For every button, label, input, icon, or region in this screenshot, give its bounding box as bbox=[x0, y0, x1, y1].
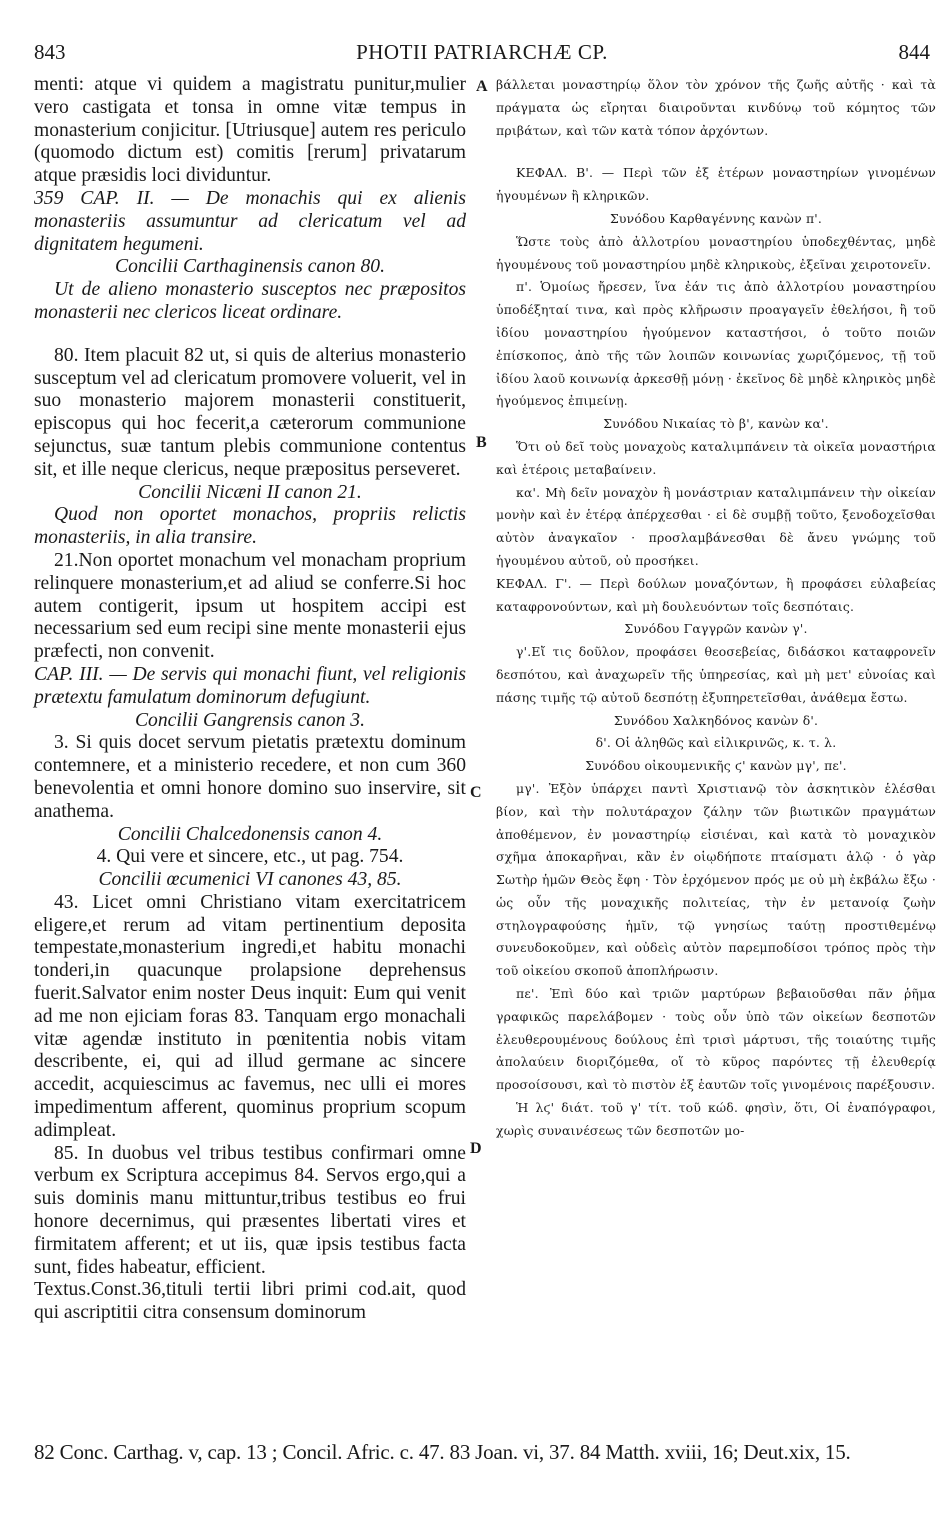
greek-paragraph: βάλλεται μοναστηρίῳ ὅλον τὸν χρόνον τῆς ζωῆς αὐτῆς · καὶ τὰ πράγματα ὡς εἴρηται διαιροῦνται κινδύνῳ τοῦ κόμητος τῶν πριβάτων, καὶ τῶν κατὰ τόπον ἀρχόντων. bbox=[496, 77, 936, 138]
greek-column bbox=[496, 74, 936, 1143]
canon-heading: Συνόδου Καρθαγέννης κανὼν π'. bbox=[609, 210, 823, 226]
greek-paragraph: κα'. Μὴ δεῖν μοναχὸν ἢ μονάστριαν καταλιμπάνειν τὴν οἰκείαν μονὴν καὶ ἐν ἑτέρᾳ ἀπέρχεσθαι · εἰ δὲ συμβῇ τοῦτο, ξενοδοχεῖσθαι αὐτὸν ἀναγκαῖον · προσλαμβάνεσθαι δὲ ἄνευ γνώμης τοῦ ἡγουμένου αὐτοῦ, οὐ προσήκει. bbox=[496, 484, 936, 568]
canon-summary: Quod non oportet monachos, propriis relictis monasteriis, in alia transire. bbox=[34, 504, 466, 549]
greek-paragraph: δ'. Οἱ ἀληθῶς καὶ εἰλικρινῶς, κ. τ. λ. bbox=[595, 735, 837, 751]
greek-paragraph: γ'.Εἴ τις δοῦλον, προφάσει θεοσεβείας, διδάσκοι καταφρονεῖν δεσπότου, καὶ ἀναχωρεῖν τῆς ὑπηρεσίας, καὶ μὴ μετ' εὐνοίας καὶ πάσης τιμῆς τῷ αὐτοῦ δεσπότῃ ἐξυπηρετεῖσθαι, ἀνάθεμα ἔστω. bbox=[496, 644, 936, 705]
canon-heading: Concilii Gangrensis canon 3. bbox=[134, 709, 366, 731]
canon-heading: Concilii Nicæni II canon 21. bbox=[138, 481, 362, 503]
latin-paragraph: 85. In duobus vel tribus testibus confirmari omne verbum ex Scriptura accepimus 84. Servos ergo,qui a suis dominis manu mittuntur,tribus testibus eo frui honore decernimus, qui præsentes libertati vires et firmitatem afferent; et ut iis, quæ ipsis testibus facta sunt, fides habeatur, efficient. bbox=[34, 1142, 466, 1278]
latin-column bbox=[34, 74, 466, 1325]
canon-summary: Ut de alieno monasterio susceptos nec præpositos monasterii nec clericos liceat ordinare. bbox=[34, 279, 466, 323]
greek-paragraph: Ἡ λϛ' διάτ. τοῦ γ' τίτ. τοῦ κώδ. φησὶν, ὅτι, Οἱ ἐναπόγραφοι, χωρὶς συναινέσεως τῶν δεσποτῶν μο- bbox=[496, 1100, 936, 1138]
canon-heading: Concilii Chalcedonensis canon 4. bbox=[117, 823, 383, 845]
footnotes: 82 Conc. Carthag. v, cap. 13 ; Concil. Afric. c. 47. 83 Joan. vi, 37. 84 Matth. xviii, 16; Deut.xix, 15. bbox=[34, 1440, 851, 1464]
chapter-heading: CAP. III. — De servis qui monachi fiunt, vel religionis prætextu famulatum dominorum defugiunt. bbox=[34, 663, 466, 708]
page-number-left: 843 bbox=[34, 40, 66, 64]
latin-paragraph: 43. Licet omni Christiano vitam exercitatricem eligere,et rerum ad vitam pertinentium deposita tempestate,monasterium ingredi,et habitu monachi tonderi,in quacunque prolapsione deprehensus fuerit.Salvator enim noster Deus inquit: Eum qui venit ad me non ejiciam foras 83. Tanquam ergo monachali vitæ agendæ instituto in pœnitentia nobis vitam describente, ei, qui ad illud germane ac sincere accedit, acquiescimus ac favemus, nec ulli ei mores impedimentum afferent, quominus proprium scopum adimpleat. bbox=[34, 891, 466, 1141]
page-header bbox=[34, 40, 930, 70]
margin-letter-c: C bbox=[470, 784, 482, 801]
latin-paragraph: Textus.Const.36,tituli tertii libri primi cod.ait, quod qui ascriptitii citra consensum dominorum bbox=[34, 1279, 466, 1324]
latin-paragraph: menti: atque vi quidem a magistratu punitur,mulier vero castigata et tonsa in omne vitæ tempus in monasterium conjicitur. [Utriusque] autem res periculo (quomodo dictum est) comitis [rerum] privatarum atque præsidis loci dividuntur. bbox=[34, 74, 466, 187]
latin-paragraph: 4. Qui vere et sincere, etc., ut pag. 754. bbox=[96, 846, 404, 868]
page-number-right: 844 bbox=[898, 40, 930, 64]
canon-heading: Συνόδου Νικαίας τὸ β', κανὼν κα'. bbox=[603, 416, 829, 432]
latin-paragraph: 80. Item placuit 82 ut, si quis de alterius monasterio susceptum vel ad clericatum promovere voluerit, vel in suo monasterio majorem monasterii constituerit, episcopus qui hoc fecerit,a cæterorum communione sejunctus, suæ tantum plebis communione contentus sit, et ille neque clericus, neque præpositus perseveret. bbox=[34, 344, 467, 480]
canon-heading: Συνόδου Γαγγρῶν κανὼν γ'. bbox=[624, 621, 808, 637]
chapter-heading: 359 CAP. II. — De monachis qui ex alienis monasteriis assumuntur ad clericatum vel ad dignitatem hegumeni. bbox=[34, 187, 466, 255]
running-title: PHOTII PATRIARCHÆ CP. bbox=[356, 40, 608, 64]
greek-paragraph: μγ'. Ἐξὸν ὑπάρχει παντὶ Χριστιανῷ τὸν ἀσκητικὸν ἑλέσθαι βίον, καὶ τὴν πολυτάραχον ζάλην τῶν βιωτικῶν πραγμάτων ἀποθέμενον, ἐν μοναστηρίῳ εἰσιέναι, καὶ κατὰ τὸ μοναχικὸν σχῆμα ἀποκαρῆναι, κἂν ἐν οἱῳδήποτε πταίσματι ἁλῷ · ὁ γὰρ Σωτὴρ ἡμῶν Θεὸς ἔφη · Τὸν ἐρχόμενον πρός με οὐ μὴ ἐκβάλω ἔξω · ὡς οὖν τῆς μοναχικῆς πολιτείας, τὴν ἐν μετανοίᾳ ζωὴν στηλογραφούσης ἡμῖν, τῷ γνησίως ταύτῃ προστιθεμένῳ συνευδοκοῦμεν, καὶ οὐδεὶς αὐτὸν παρεμποδίσοι τρόπος πρὸς τὴν τοῦ οἰκείου σκοποῦ ἀποπλήρωσιν. bbox=[496, 780, 936, 979]
canon-heading: Concilii œcumenici VI canones 43, 85. bbox=[98, 869, 402, 891]
canon-summary: Ὅτι οὐ δεῖ τοὺς μοναχοὺς καταλιμπάνειν τὰ οἰκεῖα μοναστήρια καὶ ἑτέροις μεταβαίνειν. bbox=[496, 438, 936, 477]
canon-heading: Συνόδου Χαλκηδόνος κανὼν δ'. bbox=[613, 712, 819, 728]
canon-heading: Concilii Carthaginensis canon 80. bbox=[115, 256, 385, 278]
canon-summary: Ὥστε τοὺς ἀπὸ ἀλλοτρίου μοναστηρίου ὑποδεχθέντας, μηδὲ ἡγουμένους τοῦ μοναστηρίου μηδὲ κληρικοὺς, ἐξεῖναι χειροτονεῖν. bbox=[496, 233, 936, 272]
latin-paragraph: 3. Si quis docet servum pietatis prætextu dominum contemnere, et a ministerio recedere, et non cum 360 benevolentia et omni honore domino suo inservire, sit anathema. bbox=[34, 732, 466, 822]
greek-paragraph: πε'. Ἐπὶ δύο καὶ τριῶν μαρτύρων βεβαιοῦσθαι πᾶν ῥῆμα γραφικῶς παρελάβομεν · τοὺς οὖν ὑπὸ τῶν οἰκείων δεσποτῶν ἐλευθερουμένους δούλους ἐπὶ τρισὶ μάρτυσι, τῆς τοιαύτης τιμῆς ἀπολαύειν διοριζόμεθα, οἵ τὸ κῦρος παρόντες τῇ ἐλευθερίᾳ προσοίσουσι, καὶ τὸ πιστὸν ἐξ ἑαυτῶν τοῖς γινομένοις παρέξουσιν. bbox=[496, 986, 936, 1093]
latin-paragraph: 21.Non oportet monachum vel monacham proprium relinquere monasterium,et ad aliud se conferre.Si hoc autem contigerit, ipsum ut hospitem accipi est necessarium sed eum recipi sine mente monasterii ejus præfecti, non convenit. bbox=[34, 549, 466, 663]
margin-letter-a: A bbox=[476, 78, 488, 95]
greek-paragraph: π'. Ὁμοίως ἤρεσεν, ἵνα ἐάν τις ἀπὸ ἀλλοτρίου μοναστηρίου ὑποδέξηταί τινα, καὶ πρὸς κλῆρωσιν προαγαγεῖν ἐθελήσοι, ἢ τοῦ ἰδίου μοναστηρίου ἡγούμενον καταστήσοι, ὁ τοῦτο ποιῶν ἐπίσκοπος, ἀπὸ τῆς τῶν λοιπῶν κοινωνίας χωριζόμενος, τῇ τοῦ ἰδίου λαοῦ κοινωνίᾳ ἀρκεσθῇ μόνῃ · ἐκεῖνος δὲ μηδὲ κληρικὸς μηδὲ ἡγούμενος ἐπιμείνῃ. bbox=[496, 279, 936, 409]
chapter-heading: ΚΕΦΑΛ. Γ'. — Περὶ δούλων μοναζόντων, ἢ προφάσει εὐλαβείας καταφρονούντων, καὶ μὴ δουλευόντων τοῖς δεσπόταις. bbox=[496, 575, 936, 614]
canon-heading: Συνόδου οἰκουμενικῆς ϛ' κανὼν μγ', πε'. bbox=[585, 758, 847, 774]
margin-letter-d: D bbox=[470, 1140, 482, 1157]
margin-letter-b: B bbox=[476, 434, 487, 451]
chapter-heading: ΚΕΦΑΛ. Β'. — Περὶ τῶν ἐξ ἑτέρων μοναστηρίων γινομένων ἡγουμένων ἢ κληρικῶν. bbox=[496, 165, 936, 204]
